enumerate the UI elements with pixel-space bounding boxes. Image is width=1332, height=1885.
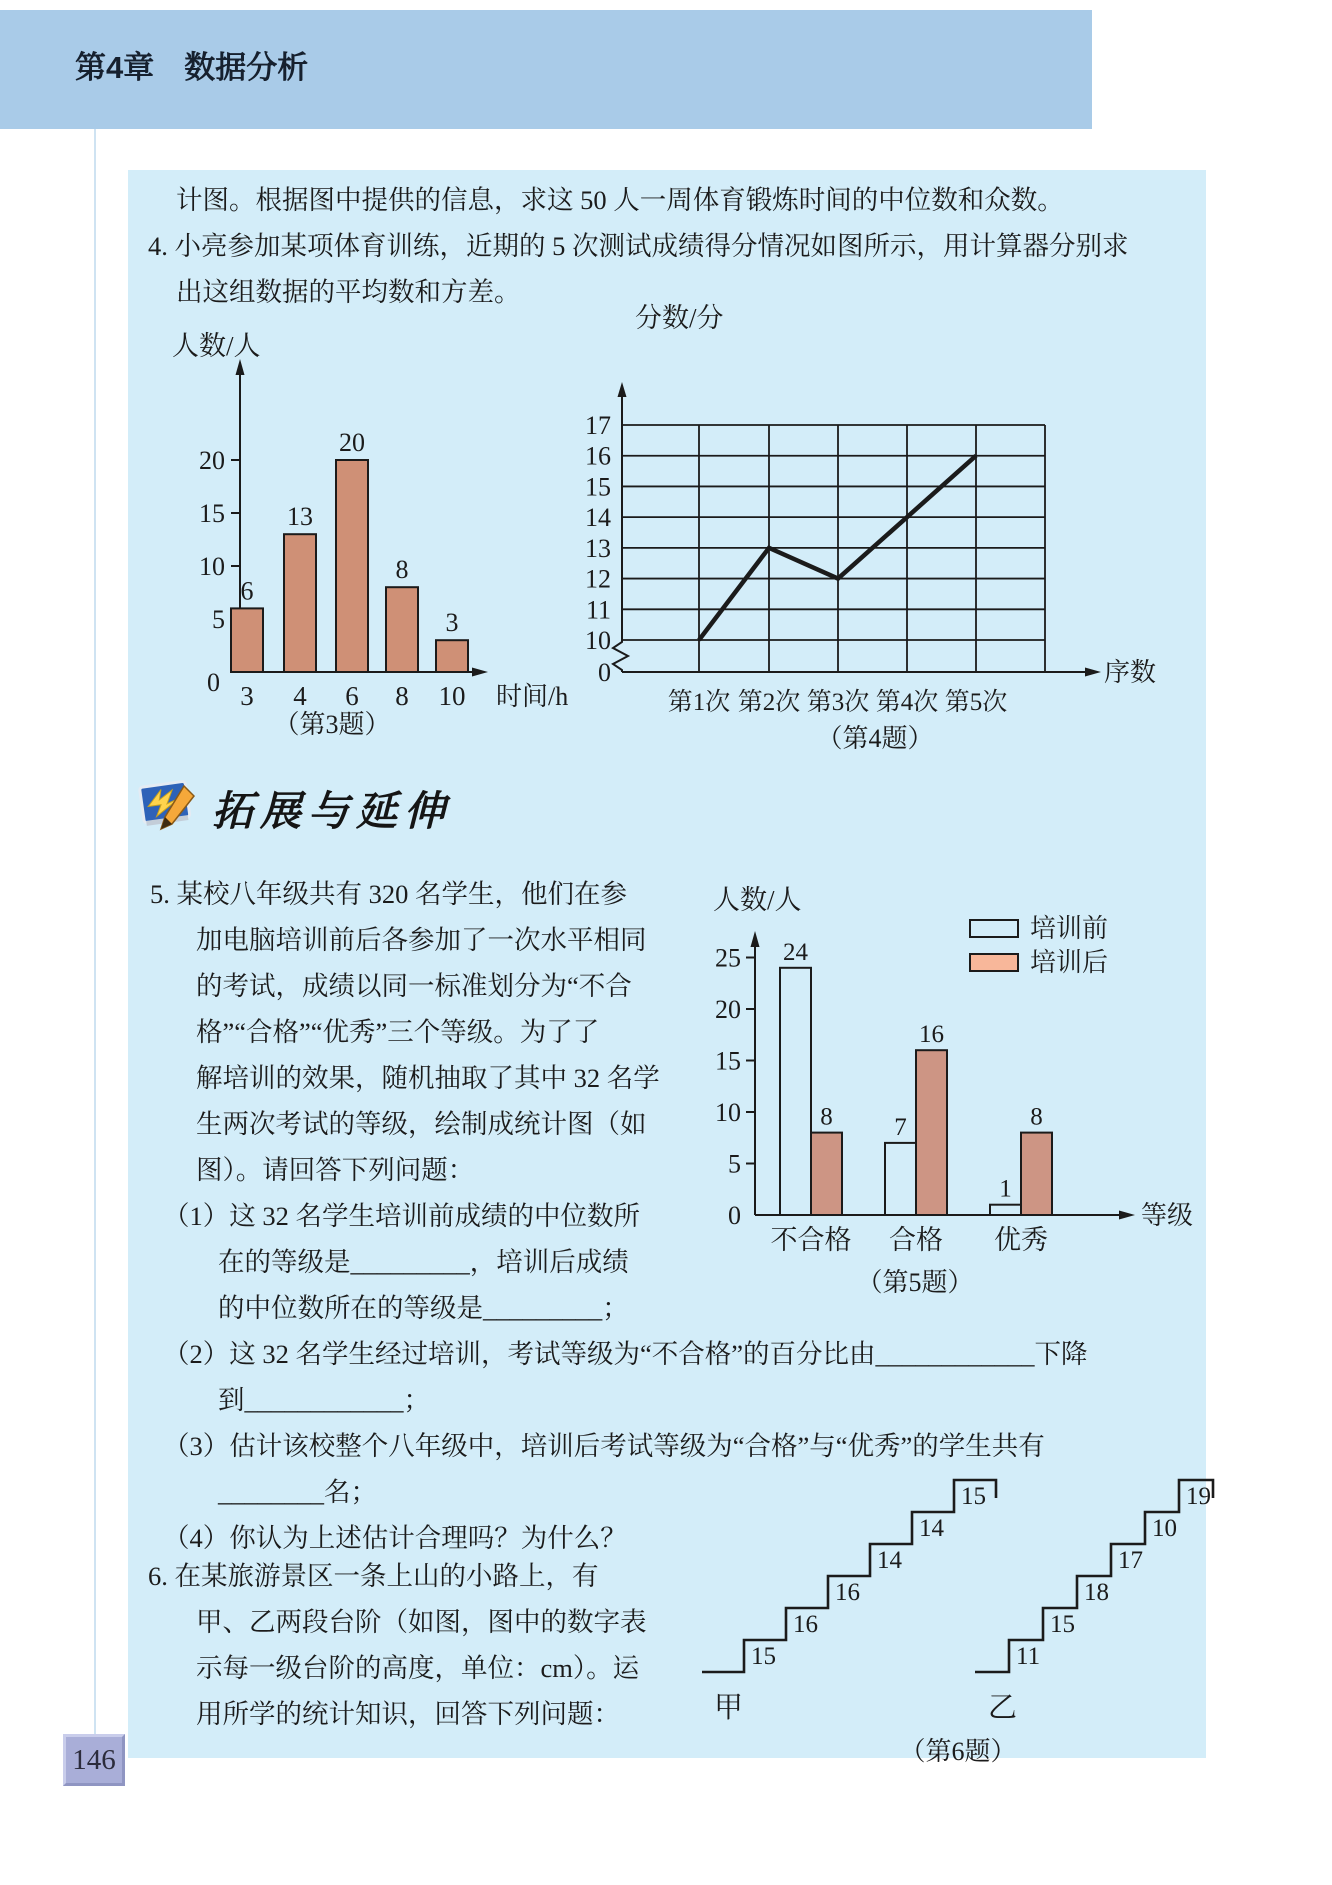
problem6-line: 6. 在某旅游景区一条上山的小路上，有 xyxy=(148,1561,599,1591)
grouped-bar-chart-problem5 xyxy=(585,885,1205,1310)
problem6-line: 示每一级台阶的高度，单位：cm）。运 xyxy=(196,1653,640,1683)
problem5-line: 解培训的效果，随机抽取了其中 32 名学 xyxy=(196,1063,660,1093)
y-axis-title: 人数/人 xyxy=(172,331,261,361)
chart-caption: （第6题） xyxy=(899,1737,1017,1766)
x-category-label: 10 xyxy=(438,681,466,711)
step-height-label: 15 xyxy=(961,1483,986,1510)
bar-培训前 xyxy=(885,1143,916,1215)
bar xyxy=(336,460,368,672)
stair-profile-乙 xyxy=(975,1480,1213,1672)
step-height-label: 16 xyxy=(793,1611,818,1638)
bar-value-label: 8 xyxy=(1030,1103,1043,1131)
y-axis-arrow xyxy=(618,382,627,397)
stair-name-label: 甲 xyxy=(714,1692,744,1724)
origin-label: 0 xyxy=(728,1201,741,1230)
x-category-label: 4 xyxy=(293,681,307,711)
bar xyxy=(231,608,263,672)
x-category-label: 6 xyxy=(345,681,359,711)
origin-label: 0 xyxy=(207,668,220,697)
origin-label: 0 xyxy=(598,658,611,687)
line-chart-problem4 xyxy=(555,295,1200,765)
bar-chart-problem3 xyxy=(140,315,570,745)
y-tick-label: 20 xyxy=(715,995,741,1024)
x-category-label: 优秀 xyxy=(994,1225,1048,1255)
y-tick-label: 10 xyxy=(199,552,225,581)
x-category-label: 第3次 xyxy=(806,689,870,716)
step-height-label: 18 xyxy=(1084,1579,1109,1606)
step-height-label: 11 xyxy=(1016,1643,1041,1670)
y-tick-label: 25 xyxy=(715,943,741,973)
bar xyxy=(284,534,316,672)
bar-value-label: 16 xyxy=(919,1021,944,1049)
problem4-text-line2: 出这组数据的平均数和方差。 xyxy=(176,277,521,307)
x-category-label: 第5次 xyxy=(944,689,1008,716)
bar-培训前 xyxy=(990,1205,1021,1215)
y-tick-label: 17 xyxy=(585,411,611,441)
problem6-line: 甲、乙两段台阶（如图，图中的数字表 xyxy=(196,1607,647,1637)
legend-swatch-before xyxy=(970,920,1018,937)
chart-caption: （第4题） xyxy=(816,724,934,753)
question1-line: 在的等级是_________，培训后成绩 xyxy=(218,1247,629,1277)
step-height-label: 15 xyxy=(751,1643,776,1670)
step-height-label: 17 xyxy=(1118,1547,1143,1574)
bar-value-label: 8 xyxy=(395,555,409,585)
y-tick-label: 5 xyxy=(728,1149,741,1179)
legend-swatch-after xyxy=(970,954,1018,971)
bar-chart-q3-svg xyxy=(140,315,570,745)
stair-name-label: 乙 xyxy=(988,1692,1018,1724)
bar-培训后 xyxy=(916,1050,947,1215)
monitor-lightning-pencil-icon xyxy=(136,772,202,836)
x-axis-title: 序数 xyxy=(1104,658,1157,687)
step-height-label: 15 xyxy=(1050,1611,1075,1638)
chapter-number: 第4章 xyxy=(75,50,155,85)
bar-value-label: 24 xyxy=(783,938,808,966)
grouped-bar-q5-svg xyxy=(585,885,1205,1310)
x-category-label: 第1次 xyxy=(667,689,731,716)
question4-line: （4）你认为上述估计合理吗？为什么？ xyxy=(163,1523,627,1553)
y-axis-title: 人数/人 xyxy=(713,885,802,915)
stairs-q6-svg xyxy=(690,1455,1230,1775)
bar-value-label: 13 xyxy=(287,502,313,532)
chapter-title xyxy=(75,42,308,87)
bar-value-label: 1 xyxy=(999,1175,1012,1203)
y-axis-with-break xyxy=(613,393,628,672)
problem5-line: 加电脑培训前后各参加了一次水平相同 xyxy=(196,925,647,955)
step-height-label: 14 xyxy=(877,1547,902,1574)
problem5-line: 格”“合格”“优秀”三个等级。为了了 xyxy=(196,1017,600,1047)
section-title: 拓展与延伸 xyxy=(212,788,452,834)
bar-培训后 xyxy=(1021,1133,1052,1215)
bar-培训后 xyxy=(811,1133,842,1215)
y-tick-label: 13 xyxy=(585,533,611,563)
x-category-label: 第4次 xyxy=(875,689,939,716)
stairs-diagram-problem6 xyxy=(690,1455,1230,1775)
y-tick-label: 15 xyxy=(199,499,225,528)
y-tick-label: 12 xyxy=(585,564,611,594)
legend-label-after: 培训后 xyxy=(1030,948,1109,977)
step-height-label: 19 xyxy=(1186,1483,1211,1510)
bar-value-label: 8 xyxy=(820,1103,833,1131)
problem5-line: 5. 某校八年级共有 320 名学生，他们在参 xyxy=(150,879,627,909)
x-category-label: 不合格 xyxy=(770,1225,852,1255)
problem5-line: 的考试，成绩以同一标准划分为“不合 xyxy=(196,971,632,1001)
margin-rule xyxy=(94,129,96,1734)
page-number-box xyxy=(63,1734,125,1786)
x-category-label: 合格 xyxy=(889,1225,943,1255)
x-axis-arrow xyxy=(472,668,488,677)
problem5-line: 图）。请回答下列问题： xyxy=(196,1155,475,1185)
chart-caption: （第3题） xyxy=(273,710,391,739)
bar xyxy=(436,640,468,672)
y-tick-label: 11 xyxy=(585,595,611,625)
question3-line: （3）估计该校整个八年级中，培训后考试等级为“合格”与“优秀”的学生共有 xyxy=(163,1431,1045,1461)
question2-line: 到____________； xyxy=(218,1385,430,1415)
page-number: 146 xyxy=(72,1743,116,1776)
extension-monitor-pencil-icon xyxy=(136,772,202,836)
x-category-label: 8 xyxy=(395,681,409,711)
question2-line: （2）这 32 名学生经过培训，考试等级为“不合格”的百分比由____________下降 xyxy=(163,1339,1088,1369)
question3-line: ________名； xyxy=(218,1477,377,1507)
y-axis-arrow xyxy=(236,359,245,375)
problem3-text-tail: 计图。根据图中提供的信息，求这 50 人一周体育锻炼时间的中位数和众数。 xyxy=(176,185,1064,215)
chapter-band xyxy=(0,10,1092,129)
y-tick-label: 10 xyxy=(585,626,611,655)
y-tick-label: 5 xyxy=(212,605,225,634)
problem6-line: 用所学的统计知识，回答下列问题： xyxy=(196,1699,620,1729)
question1-line: 的中位数所在的等级是_________； xyxy=(218,1293,629,1323)
x-axis-arrow xyxy=(1085,668,1101,677)
y-tick-label: 15 xyxy=(585,472,611,502)
stair-profile-甲 xyxy=(702,1480,996,1672)
step-height-label: 14 xyxy=(919,1515,944,1542)
bar-value-label: 7 xyxy=(894,1113,907,1141)
step-height-label: 16 xyxy=(835,1579,860,1606)
question1-line: （1）这 32 名学生培训前成绩的中位数所 xyxy=(163,1201,640,1231)
x-axis-title: 等级 xyxy=(1141,1201,1194,1230)
bar-value-label: 20 xyxy=(339,428,365,457)
x-axis-arrow xyxy=(1119,1211,1135,1220)
problem5-line: 生两次考试的等级，绘制成统计图（如 xyxy=(196,1109,647,1139)
chart-caption: （第5题） xyxy=(856,1268,974,1297)
y-tick-label: 15 xyxy=(715,1046,741,1076)
y-tick-label: 16 xyxy=(585,441,611,471)
y-tick-label: 20 xyxy=(199,446,225,475)
x-axis-title: 时间/h xyxy=(496,682,569,711)
bar-value-label: 6 xyxy=(240,576,254,606)
y-axis-arrow xyxy=(751,931,760,947)
bar-培训前 xyxy=(780,968,811,1215)
x-category-label: 第2次 xyxy=(737,689,801,716)
bar xyxy=(386,587,418,672)
y-axis-title: 分数/分 xyxy=(635,303,724,333)
chapter-name: 数据分析 xyxy=(184,50,309,85)
x-category-label: 3 xyxy=(240,681,254,711)
problem4-text-line1: 4. 小亮参加某项体育训练，近期的 5 次测试成绩得分情况如图所示，用计算器分别求 xyxy=(148,231,1129,261)
step-height-label: 10 xyxy=(1152,1515,1177,1542)
bar-value-label: 3 xyxy=(445,608,459,638)
line-chart-q4-svg xyxy=(555,295,1200,765)
y-tick-label: 10 xyxy=(715,1098,741,1127)
legend-label-before: 培训前 xyxy=(1030,914,1109,943)
y-tick-label: 14 xyxy=(585,503,611,533)
